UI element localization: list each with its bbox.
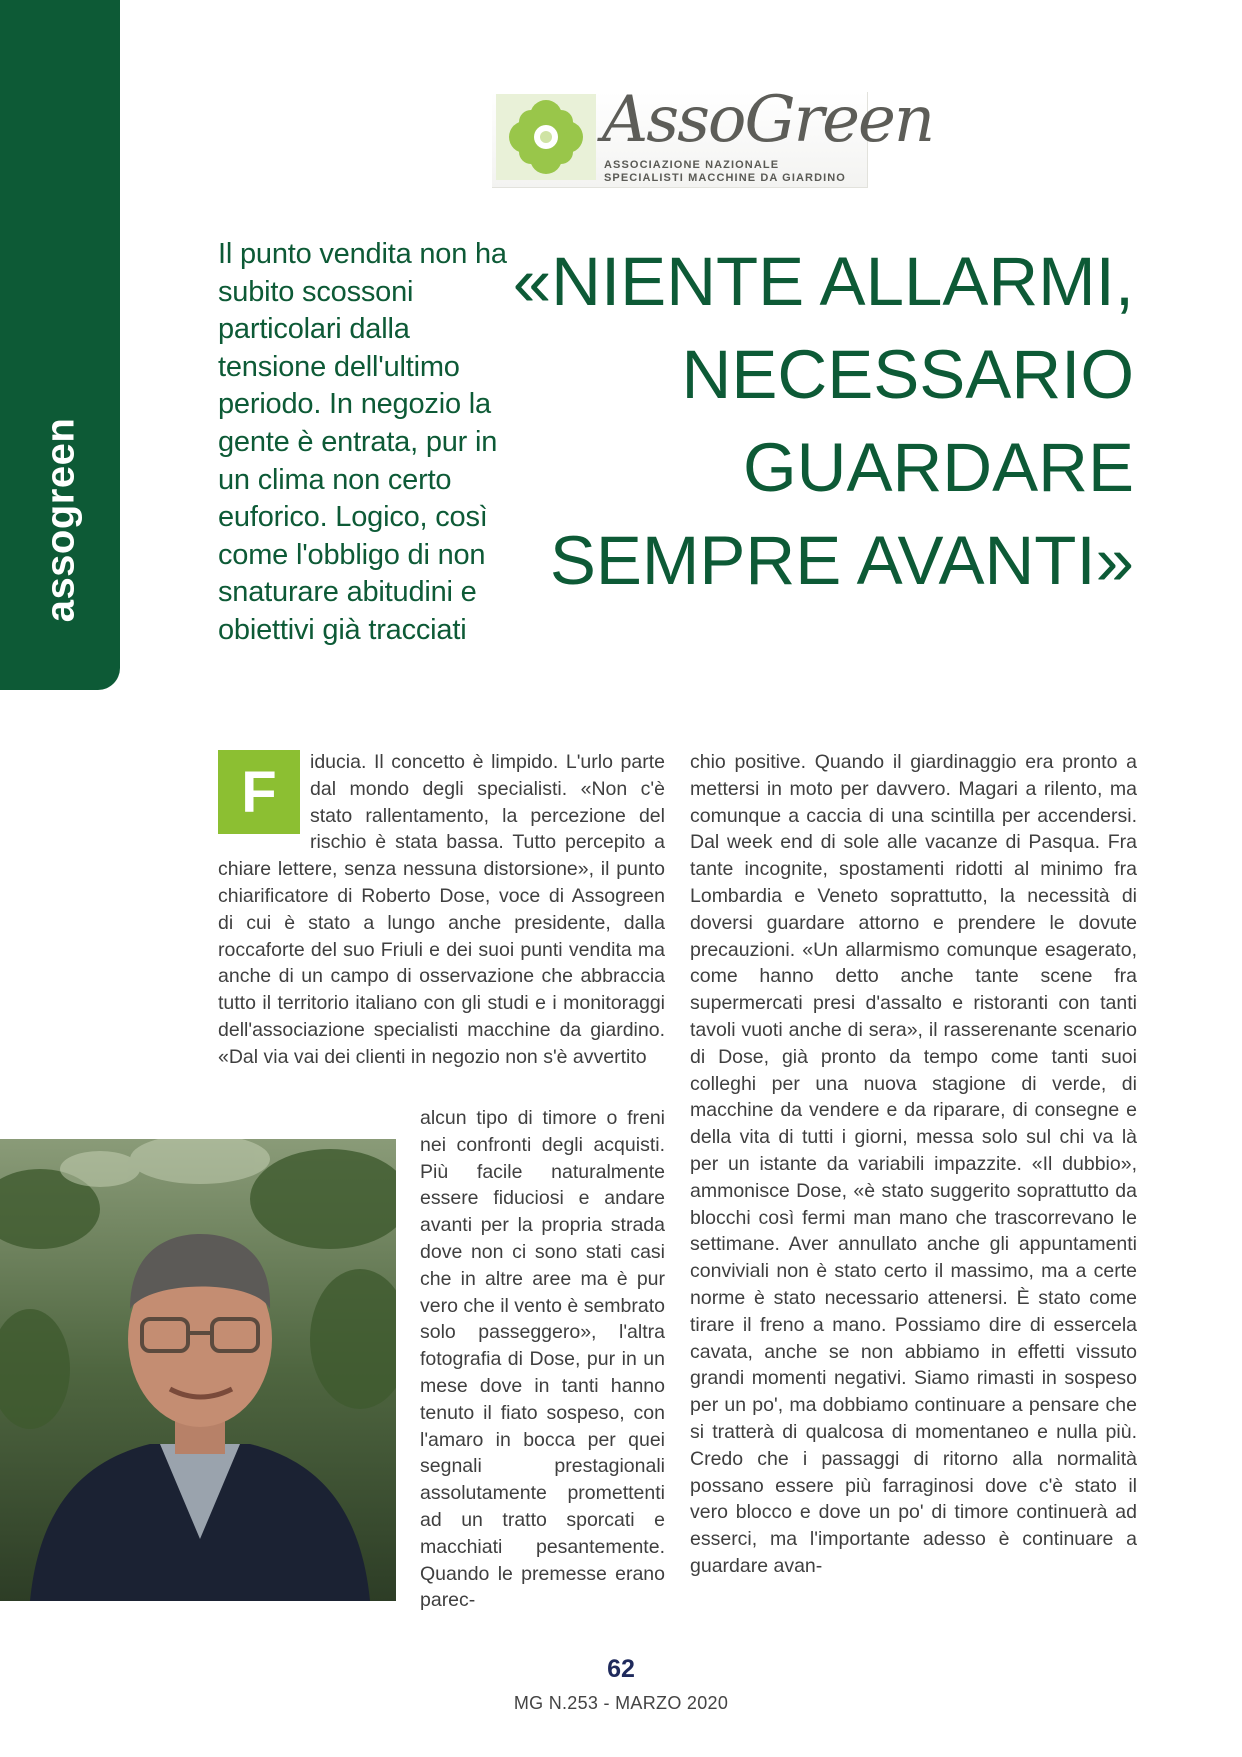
headline-line-4: SEMPRE AVANTI» xyxy=(549,522,1134,599)
article-column-1-top xyxy=(218,749,665,1071)
article-paragraph: chio positive. Quando il giardinaggio era pronto a mettersi in moto per davvero. Magari a rilento, ma comunque a caccia di una scintilla per accendersi. Dal week end di sole alle vacanze di Pasqua. Fra tante incognite, spostamenti ridotti al minimo fra Lombardia e Veneto soprattutto, la necessità di doversi guardare attorno e prendere le dovute precauzioni. «Un allarmismo comunque esagerato, come hanno detto anche tante scene fra supermercati presi d'assalto e ristoranti con tanti tavoli vuoti anche di sera», il rasserenante scenario di Dose, già pronto da tempo come tanti suoi colleghi per una nuova stagione di verde, di macchine da vendere e da riparare, di consegne e della vita di tutti i giorni, messa solo sul chi va là per un istante da variabili impazzite. «Il dubbio», ammonisce Dose, «è stato suggerito soprattutto da blocchi così fermi man mano che trascorrevano le settimane. Aver annullato anche gli appuntamenti conviviali non è stato certo il massimo, ma a certe norme è stato necessario attenersi. È stato come tirare il freno a mano. Possiamo dire di essercela cavata, anche se non abbiamo in effetti vissuto grandi momenti negativi. Siamo rimasti in sospeso per un po', ma dobbiamo continuare a pensare che si tratterà di qualcosa di momentaneo e nulla più. Credo che i passaggi di ritorno alla normalità possano essere più farraginosi dove c'è stato il vero blocco e dove un po' di timore continuerà ad esserci, ma l'importante adesso è continuare a guardare avan- xyxy=(690,751,1137,1577)
headline-line-3: GUARDARE xyxy=(742,429,1134,506)
headline xyxy=(434,235,1134,607)
article-paragraph: alcun tipo di timore o freni nei confronti degli acquisti. Più facile naturalmente essere fiduciosi e andare avanti per la propria strada dove non ci sono stati casi che in altre aree ma è pur vero che il vento è sembrato solo passeggero», l'altra fotografia di Dose, pur in un mese dove in tanti hanno tenuto il fiato sospeso, con l'amaro in bocca per quei segnali prestagionali assolutamente promettenti ad un tratto sporcati e macchiati pesantemente. Quando le premesse erano parec- xyxy=(420,1107,665,1612)
headline-line-2: NECESSARIO xyxy=(681,336,1134,413)
flower-logo-icon xyxy=(496,94,596,180)
assogreen-logo xyxy=(492,83,934,188)
drop-cap-spacer xyxy=(218,749,310,837)
logo-subtitle-line2: SPECIALISTI MACCHINE DA GIARDINO xyxy=(604,172,846,184)
issue-line: MG N.253 - MARZO 2020 xyxy=(513,1693,729,1713)
logo-brand-name: AssoGreen xyxy=(602,83,934,157)
portrait-photo xyxy=(0,1139,396,1601)
drop-cap: F xyxy=(218,750,300,834)
article-paragraph: iducia. Il concetto è limpido. L'urlo parte dal mondo degli specialisti. «Non c'è stato rallentamento, la percezione del rischio è stata bassa. Tutto percepito a chiare lettere, senza nessuna distorsione», il punto chiarificatore di Roberto Dose, voce di Assogreen di cui è stato a lungo anche presidente, dalla roccaforte del suo Friuli e dei suoi punti vendita ma anche di un campo di osservazione che abbraccia tutto il territorio italiano con gli studi e i monitoraggi dell'associazione specialisti macchine da giardino. «Dal via vai dei clienti in negozio non s'è avvertito xyxy=(218,751,665,1068)
headline-line-1: «NIENTE ALLARMI, xyxy=(512,243,1134,320)
article-column-1-bottom xyxy=(420,1105,665,1614)
portrait-illustration xyxy=(0,1139,396,1601)
logo-subtitle-line1: ASSOCIAZIONE NAZIONALE xyxy=(604,159,780,171)
section-tab-label: assogreen xyxy=(38,417,83,623)
page-number: 62 xyxy=(607,1655,635,1683)
standfirst: Il punto vendita non ha subito scossoni particolari dalla tensione dell'ultimo periodo. In negozio la gente è entrata, pur in un clima non certo euforico. Logico, così come l'obbligo di non snaturare abitudini e obiettivi già tracciati xyxy=(218,238,507,646)
section-tab xyxy=(0,0,120,690)
article-column-2 xyxy=(690,749,1137,1580)
